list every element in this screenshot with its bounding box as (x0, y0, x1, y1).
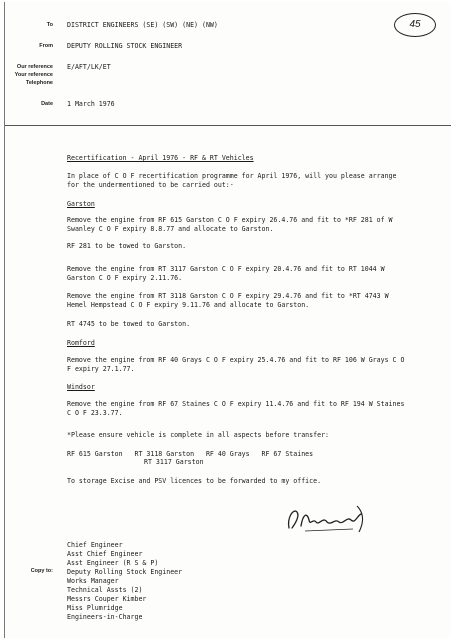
garston-paragraph-5: RT 4745 to be towed to Garston. (67, 320, 191, 328)
garston-paragraph-2: RF 281 to be towed to Garston. (67, 242, 187, 250)
date-value: 1 March 1976 (67, 100, 115, 108)
to-label: To (46, 22, 53, 28)
page-number: 45 (394, 13, 436, 37)
copy-recipient: Deputy Rolling Stock Engineer (67, 568, 183, 576)
copy-recipient: Messrs Couper Kimber (67, 595, 147, 603)
subject-line: Recertification - April 1976 - RF & RT Vehicles (67, 154, 254, 162)
from-label: From (39, 43, 53, 49)
section-heading-romford: Romford (67, 339, 95, 347)
copy-recipient: Asst Engineer (R S & P) (67, 559, 159, 567)
section-heading-garston: Garston (67, 200, 95, 208)
memo-page (4, 2, 451, 638)
copy-recipient: Engineers-in-Charge (67, 613, 143, 621)
our-reference-value: E/AFT/LK/ET (67, 63, 111, 71)
header-divider (5, 125, 451, 126)
vehicle-list-line-1: RF 615 Garston RT 3118 Garston RF 40 Grays RF 67 Staines (67, 450, 314, 458)
your-reference-label: Your reference (14, 72, 53, 78)
date-label: Date (41, 101, 53, 107)
section-heading-windsor: Windsor (67, 383, 95, 391)
copy-recipient: Chief Engineer (67, 541, 123, 549)
from-value: DEPUTY ROLLING STOCK ENGINEER (67, 42, 183, 50)
telephone-label: Telephone (25, 80, 53, 86)
signature (283, 498, 373, 538)
closing-line: To storage Excise and PSV licences to be forwarded to my office. (67, 477, 322, 485)
intro-paragraph: In place of C O F recertification programme for April 1976, will you please arrange for the undermentioned to be carried out:- (67, 172, 397, 189)
transfer-note: *Please ensure vehicle is complete in all aspects before transfer: (67, 431, 330, 439)
copy-recipient: Technical Assts (2) (67, 586, 143, 594)
copy-recipient: Miss Plumridge (67, 604, 123, 612)
copy-recipient: Works Manager (67, 577, 119, 585)
windsor-paragraph-1: Remove the engine from RF 67 Staines C O F expiry 11.4.76 and fit to RF 194 W Staines C O F 23.3.77. (67, 400, 405, 417)
copy-recipient: Asst Chief Engineer (67, 550, 143, 558)
garston-paragraph-3: Remove the engine from RT 3117 Garston C O F expiry 20.4.76 and fit to RT 1044 W Garston C O F expiry 2.11.76. (67, 265, 385, 282)
vehicle-list-line-2: RT 3117 Garston (144, 458, 204, 466)
garston-paragraph-1: Remove the engine from RF 615 Garston C O F expiry 26.4.76 and fit to *RF 281 of W Swanley C O F expiry 8.8.77 and allocate to Garston. (67, 216, 393, 233)
garston-paragraph-4: Remove the engine from RT 3118 Garston C O F expiry 29.4.76 and fit to *RT 4743 W Hemel Hempstead C O F expiry 9.11.76 and allocate to Garston. (67, 292, 389, 309)
romford-paragraph-1: Remove the engine from RF 40 Grays C O F expiry 25.4.76 and fit to RF 106 W Grays C O F expiry 27.1.77. (67, 356, 405, 373)
copy-to-label: Copy to: (30, 568, 53, 574)
our-reference-label: Our reference (16, 64, 53, 70)
to-value: DISTRICT ENGINEERS (SE) (SW) (NE) (NW) (67, 21, 218, 29)
